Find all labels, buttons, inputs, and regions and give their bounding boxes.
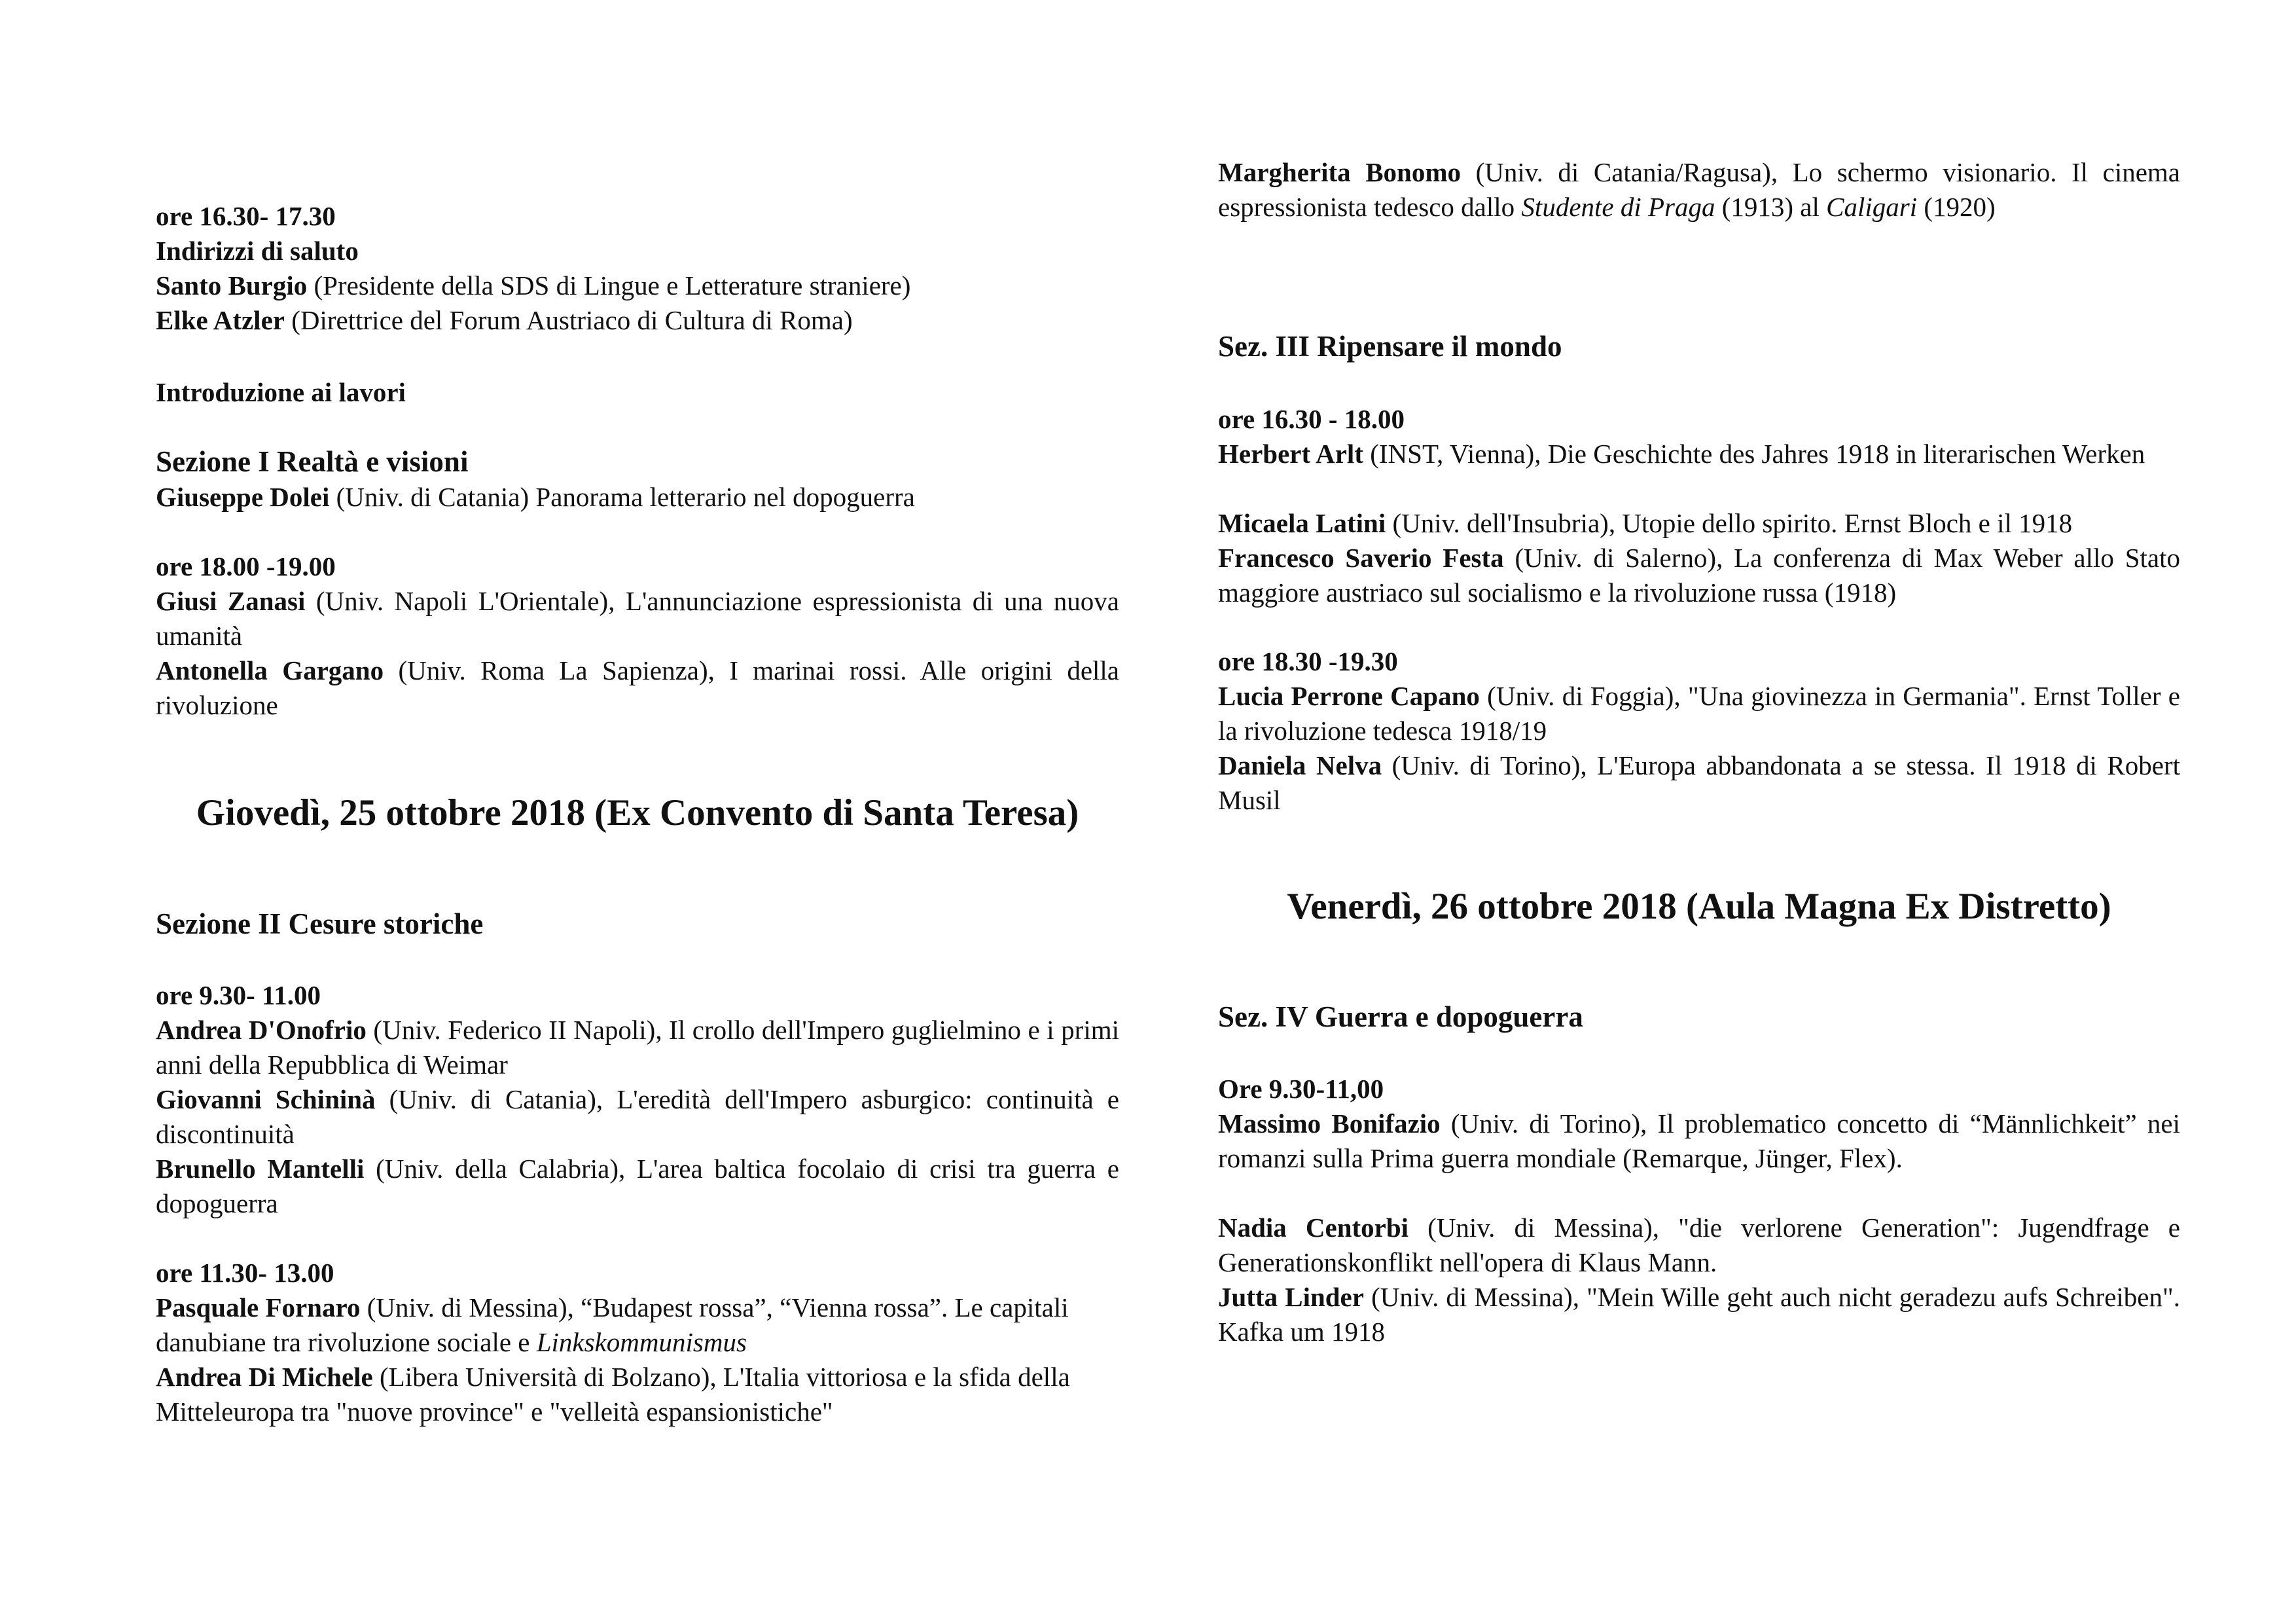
talk-speaker: Giuseppe Dolei bbox=[156, 482, 330, 512]
talk-entry bbox=[156, 480, 1119, 515]
day-heading-thursday: Giovedì, 25 ottobre 2018 (Ex Convento di Santa Teresa) bbox=[196, 792, 1079, 833]
talk-text: (Univ. Napoli L'Orientale), L'annunciazione espressionista di una nuova umanità bbox=[156, 586, 1119, 651]
talk-entry bbox=[1218, 155, 2180, 225]
talk-entry bbox=[156, 653, 1119, 723]
talk-entry bbox=[156, 1152, 1119, 1221]
talk-text: (1920) bbox=[1917, 192, 1996, 222]
talk-entry bbox=[156, 1013, 1119, 1082]
talk-entry bbox=[1218, 541, 2180, 610]
day-heading-friday: Venerdì, 26 ottobre 2018 (Aula Magna Ex Distretto) bbox=[1287, 886, 2111, 927]
talk-text: (Univ. di Torino), Il problematico concetto di “Männlichkeit” nei romanzi sulla Prima guerra mondiale (Remarque, Jünger, Flex). bbox=[1218, 1108, 2180, 1173]
greetings-title: Indirizzi di saluto bbox=[156, 236, 359, 266]
talk-text: (Univ. di Messina), “Budapest rossa”, “Vienna rossa”. Le capitali danubiane tra rivoluzione sociale e bbox=[156, 1292, 1069, 1357]
talk-speaker: Margherita Bonomo bbox=[1218, 157, 1462, 187]
time-slot: ore 9.30- 11.00 bbox=[156, 980, 321, 1010]
talk-text-italic: Linkskommunismus bbox=[536, 1327, 747, 1357]
greeting-speaker bbox=[156, 268, 1119, 303]
talk-speaker: Lucia Perrone Capano bbox=[1218, 681, 1480, 711]
talk-text: (Univ. di Catania/Ragusa), Lo schermo visionario. Il cinema espressionista tedesco dallo bbox=[1218, 157, 2180, 222]
talk-text: (1913) al bbox=[1715, 192, 1827, 222]
talk-entry bbox=[1218, 1106, 2180, 1176]
section-2-title: Sezione II Cesure storiche bbox=[156, 907, 484, 940]
time-slot: ore 16.30 - 18.00 bbox=[1218, 404, 1405, 434]
talk-text: (Univ. dell'Insubria), Utopie dello spirito. Ernst Bloch e il 1918 bbox=[1386, 508, 2073, 538]
talk-entry bbox=[156, 584, 1119, 653]
speaker-role: (Direttrice del Forum Austriaco di Cultura di Roma) bbox=[284, 305, 853, 335]
time-slot: ore 18.00 -19.00 bbox=[156, 551, 336, 581]
talk-speaker: Jutta Linder bbox=[1218, 1282, 1364, 1312]
talk-speaker: Pasquale Fornaro bbox=[156, 1292, 361, 1322]
talk-speaker: Giovanni Schininà bbox=[156, 1084, 376, 1114]
speaker-name: Elke Atzler bbox=[156, 305, 285, 335]
talk-speaker: Andrea Di Michele bbox=[156, 1362, 373, 1392]
greeting-speaker bbox=[156, 303, 1119, 338]
time-slot: ore 18.30 -19.30 bbox=[1218, 646, 1398, 676]
section-3-title: Sez. III Ripensare il mondo bbox=[1218, 330, 1562, 363]
talk-text: (Univ. di Messina), "Mein Wille geht auch nicht geradezu aufs Schreiben". Kafka um 1918 bbox=[1218, 1282, 2180, 1347]
talk-entry bbox=[1218, 679, 2180, 748]
opening-time: ore 16.30- 17.30 bbox=[156, 201, 336, 231]
talk-text: (Univ. di Catania) Panorama letterario nel dopoguerra bbox=[329, 482, 915, 512]
talk-entry bbox=[1218, 1211, 2180, 1280]
intro-heading: Introduzione ai lavori bbox=[156, 377, 406, 407]
talk-text: (Univ. Federico II Napoli), Il crollo dell'Impero guglielmino e i primi anni della Repubblica di Weimar bbox=[156, 1015, 1119, 1080]
talk-speaker: Herbert Arlt bbox=[1218, 439, 1363, 469]
talk-speaker: Brunello Mantelli bbox=[156, 1154, 365, 1184]
talk-speaker: Nadia Centorbi bbox=[1218, 1213, 1409, 1243]
time-slot: ore 11.30- 13.00 bbox=[156, 1258, 334, 1288]
film-title: Caligari bbox=[1826, 192, 1918, 222]
talk-entry bbox=[156, 1290, 1119, 1360]
talk-text: (Univ. di Foggia), "Una giovinezza in Germania". Ernst Toller e la rivoluzione tedesca 1918/19 bbox=[1218, 681, 2181, 746]
film-title: Studente di Praga bbox=[1521, 192, 1715, 222]
time-slot: Ore 9.30-11,00 bbox=[1218, 1074, 1384, 1104]
section-4-title: Sez. IV Guerra e dopoguerra bbox=[1218, 1000, 1583, 1033]
talk-text: (Univ. di Torino), L'Europa abbandonata a se stessa. Il 1918 di Robert Musil bbox=[1218, 750, 2181, 815]
talk-entry bbox=[1218, 437, 2180, 471]
speaker-name: Santo Burgio bbox=[156, 270, 308, 301]
section-1-title: Sezione I Realtà e visioni bbox=[156, 445, 469, 478]
speaker-role: (Presidente della SDS di Lingue e Letterature straniere) bbox=[307, 270, 911, 301]
talk-speaker: Daniela Nelva bbox=[1218, 750, 1382, 780]
talk-text: (Libera Università di Bolzano), L'Italia vittoriosa e la sfida della Mitteleuropa tra "nuove province" e "velleità espansionistiche" bbox=[156, 1362, 1070, 1427]
talk-text: (Univ. della Calabria), L'area baltica focolaio di crisi tra guerra e dopoguerra bbox=[156, 1154, 1119, 1218]
talk-speaker: Andrea D'Onofrio bbox=[156, 1015, 367, 1045]
talk-speaker: Giusi Zanasi bbox=[156, 586, 306, 616]
talk-speaker: Antonella Gargano bbox=[156, 655, 384, 685]
talk-speaker: Micaela Latini bbox=[1218, 508, 1386, 538]
talk-entry bbox=[1218, 1280, 2180, 1349]
talk-text: (INST, Vienna), Die Geschichte des Jahres 1918 in literarischen Werken bbox=[1363, 439, 2145, 469]
talk-speaker: Massimo Bonifazio bbox=[1218, 1108, 1441, 1139]
talk-text: (Univ. di Catania), L'eredità dell'Impero asburgico: continuità e discontinuità bbox=[156, 1084, 1119, 1149]
talk-text: (Univ. di Salerno), La conferenza di Max Weber allo Stato maggiore austriaco sul socialismo e la rivoluzione russa (1918) bbox=[1218, 543, 2180, 608]
talk-entry bbox=[156, 1082, 1119, 1152]
talk-text: (Univ. Roma La Sapienza), I marinai rossi. Alle origini della rivoluzione bbox=[156, 655, 1119, 720]
talk-text: (Univ. di Messina), "die verlorene Generation": Jugendfrage e Generationskonflikt nell'opera di Klaus Mann. bbox=[1218, 1213, 2180, 1277]
talk-speaker: Francesco Saverio Festa bbox=[1218, 543, 1504, 573]
talk-entry bbox=[156, 1360, 1119, 1429]
talk-entry bbox=[1218, 506, 2180, 541]
talk-entry bbox=[1218, 748, 2180, 818]
